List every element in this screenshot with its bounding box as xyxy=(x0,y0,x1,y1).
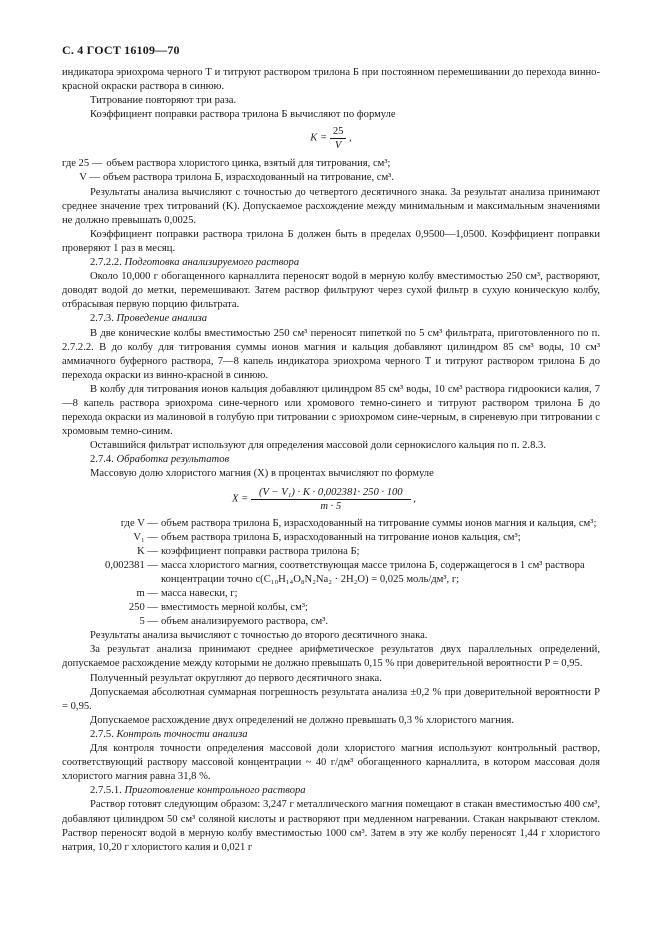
definitions-x xyxy=(62,517,600,630)
paragraph: Коэффициент поправки раствора трилона Б должен быть в пределах 0,9500—1,0500. Коэффициент поправки проверяют 1 раз в месяц. xyxy=(62,228,600,254)
paragraph: Результаты анализа вычисляют с точностью до четвертого десятичного знака. За результат анализа принимают среднее значение трех титрований (K). Допускаемое расхождение между минимальным и максимальным значениями не должно превышать 0,0025. xyxy=(62,186,600,226)
formula-tail: , xyxy=(410,492,416,504)
paragraph: В колбу для титрования ионов кальция добавляют цилиндром 85 см³ воды, 10 см³ раствора гидроокиси калия, 7—8 капель раствора эриохрома сине-черного или хромового темно-синего и титруют раствором трилона Б до перехода окраски из малиновой в голубую при титровании с эриохромом сине-черным, в сиреневую при титровании с хромовым темно-синим. xyxy=(62,383,600,438)
definition-term: K — xyxy=(137,545,158,557)
definition-text: масса хлористого магния, соответствующая массе трилона Б, содержащегося в 1 см³ раствора концентрации точно c(C₁₀H₁₄O₈N₂Na₂ · 2H₂O) = 0,025 моль/дм³, г; xyxy=(161,559,585,585)
section-title: Контроль точности анализа xyxy=(116,728,248,740)
paragraph: Титрование повторяют три раза. xyxy=(90,95,237,107)
section-number: 2.7.5. xyxy=(90,728,114,740)
paragraph: Результаты анализа вычисляют с точностью до второго десятичного знака. xyxy=(90,630,428,642)
paragraph: индикатора эриохрома черного Т и титруют раствором трилона Б при постоянном перемешивании до перехода винно-красной окраски раствора в синюю. xyxy=(62,67,600,93)
paragraph: Раствор готовят следующим образом: 3,247 г металлического магния помещают в стакан вместимостью 400 см³, добавляют цилиндром 50 см³ соляной кислоты и растворяют при медленном нагревании. Стакан накрывают стеклом. Раствор переносят водой в мерную колбу вместимостью 1000 см³. Затем в эту же колбу переносят 1,44 г хлористого натрия, 10,20 г хлористого калия и 0,021 г xyxy=(62,799,600,853)
formula-x xyxy=(232,486,600,513)
definition-term: V₁ — xyxy=(133,531,158,543)
definition-text: объем раствора трилона Б, израсходованный на титрование ионов кальция, см³; xyxy=(161,531,521,543)
definition-term: где 25 — xyxy=(62,158,103,170)
definition-text: вместимость мерной колбы, см³; xyxy=(161,602,308,614)
section-title: Обработка результатов xyxy=(116,454,230,466)
page-header: С. 4 ГОСТ 16109—70 xyxy=(62,43,180,57)
paragraph: За результат анализа принимают среднее арифметическое результатов двух параллельных определений, допускаемое расхождение между которыми не должно превышать 0,15 % при доверительной вероятности P = 0,95. xyxy=(62,644,600,670)
page-content xyxy=(62,66,600,855)
definition-term: где V — xyxy=(120,517,158,529)
formula-lhs: X = xyxy=(232,492,249,504)
paragraph: Для контроля точности определения массовой доли хлористого магния используют контрольный раствор, соответствующий раствору массовой концентрации ~ 40 г/дм³ обогащенного карналлита, в котором массовая доля хлористого магния равна 31,8 %. xyxy=(62,743,600,783)
paragraph: Допускаемая абсолютная суммарная погрешность результата анализа ±0,2 % при доверительной вероятности P = 0,95. xyxy=(62,686,600,712)
definition-row xyxy=(62,531,600,545)
section-number: 2.7.2.2. xyxy=(90,257,122,269)
paragraph: Около 10,000 г обогащенного карналлита переносят водой в мерную колбу вместимостью 250 см³, растворяют, доводят водой до метки, перемешивают. Затем раствор фильтруют через сухой фильтр в сухую коническую колбу, отбрасывая первую порцию фильтрата. xyxy=(62,271,600,311)
definition-term: 0,002381 — xyxy=(105,559,158,571)
section-heading xyxy=(62,312,600,326)
paragraph: Оставшийся фильтрат используют для определения массовой доли сернокислого кальция по п. 2.8.3. xyxy=(90,440,546,452)
definitions-k xyxy=(62,157,600,185)
fraction xyxy=(251,486,411,513)
definition-row xyxy=(62,517,600,531)
section-title: Подготовка анализируемого раствора xyxy=(124,257,300,269)
paragraph: Допускаемое расхождение двух определений не должно превышать 0,3 % хлористого магния. xyxy=(90,714,515,726)
definition-text: объем раствора хлористого цинка, взятый для титрования, см³; xyxy=(106,158,391,170)
fraction-numerator: 25 xyxy=(330,125,347,139)
definition-term: m — xyxy=(136,588,158,599)
fraction-numerator: (V − V₁) · K · 0,002381· 250 · 100 xyxy=(251,486,411,500)
section-number: 2.7.5.1. xyxy=(90,785,122,797)
paragraph: В две конические колбы вместимостью 250 см³ переносят пипеткой по 5 см³ фильтрата, приготовленного по п. 2.7.2.2. В до колбу для титрования суммы ионов магния и кальция добавляют цилиндром 85 см³ воды, 10 см³ аммиачного буферного раствора, 7—8 капель индикатора эриохрома черного Т и титруют раствором трилона Б до перехода окраски из винно-красной в синюю. xyxy=(62,327,600,381)
section-heading xyxy=(62,784,600,798)
paragraph: Массовую долю хлористого магния (X) в процентах вычисляют по формуле xyxy=(90,468,434,480)
section-number: 2.7.3. xyxy=(90,313,114,325)
definition-row xyxy=(62,615,600,629)
formula-k xyxy=(62,125,600,152)
definition-text: коэффициент поправки раствора трилона Б; xyxy=(161,545,360,557)
definition-text: объем раствора трилона Б, израсходованный на титрование суммы ионов магния и кальция, см³; xyxy=(161,517,597,529)
section-title: Проведение анализа xyxy=(116,313,208,325)
definition-row xyxy=(62,587,600,601)
section-title: Приготовление контрольного раствора xyxy=(124,785,306,797)
section-heading xyxy=(62,453,600,467)
section-heading xyxy=(62,728,600,742)
paragraph: Коэффициент поправки раствора трилона Б вычисляют по формуле xyxy=(90,109,396,121)
section-number: 2.7.4. xyxy=(90,454,114,466)
formula-lhs: K = xyxy=(310,132,328,144)
fraction-denominator: V xyxy=(334,140,342,152)
fraction-denominator: m · 5 xyxy=(320,500,342,512)
paragraph: Полученный результат округляют до первого десятичного знака. xyxy=(90,672,382,684)
definition-row xyxy=(62,559,600,587)
definition-row xyxy=(62,171,600,185)
definition-term: V — xyxy=(79,172,100,184)
definition-row xyxy=(62,157,600,171)
section-heading xyxy=(62,256,600,270)
fraction xyxy=(330,125,347,152)
definition-term: 5 — xyxy=(139,616,158,628)
definition-term: 250 — xyxy=(128,602,158,614)
definition-text: масса навески, г; xyxy=(161,588,238,599)
definition-text: объем раствора трилона Б, израсходованный на титрование, см³. xyxy=(103,172,394,184)
definition-text: объем анализируемого раствора, см³. xyxy=(161,616,329,628)
definition-row xyxy=(62,601,600,615)
definition-row xyxy=(62,545,600,559)
formula-tail: , xyxy=(346,132,352,144)
